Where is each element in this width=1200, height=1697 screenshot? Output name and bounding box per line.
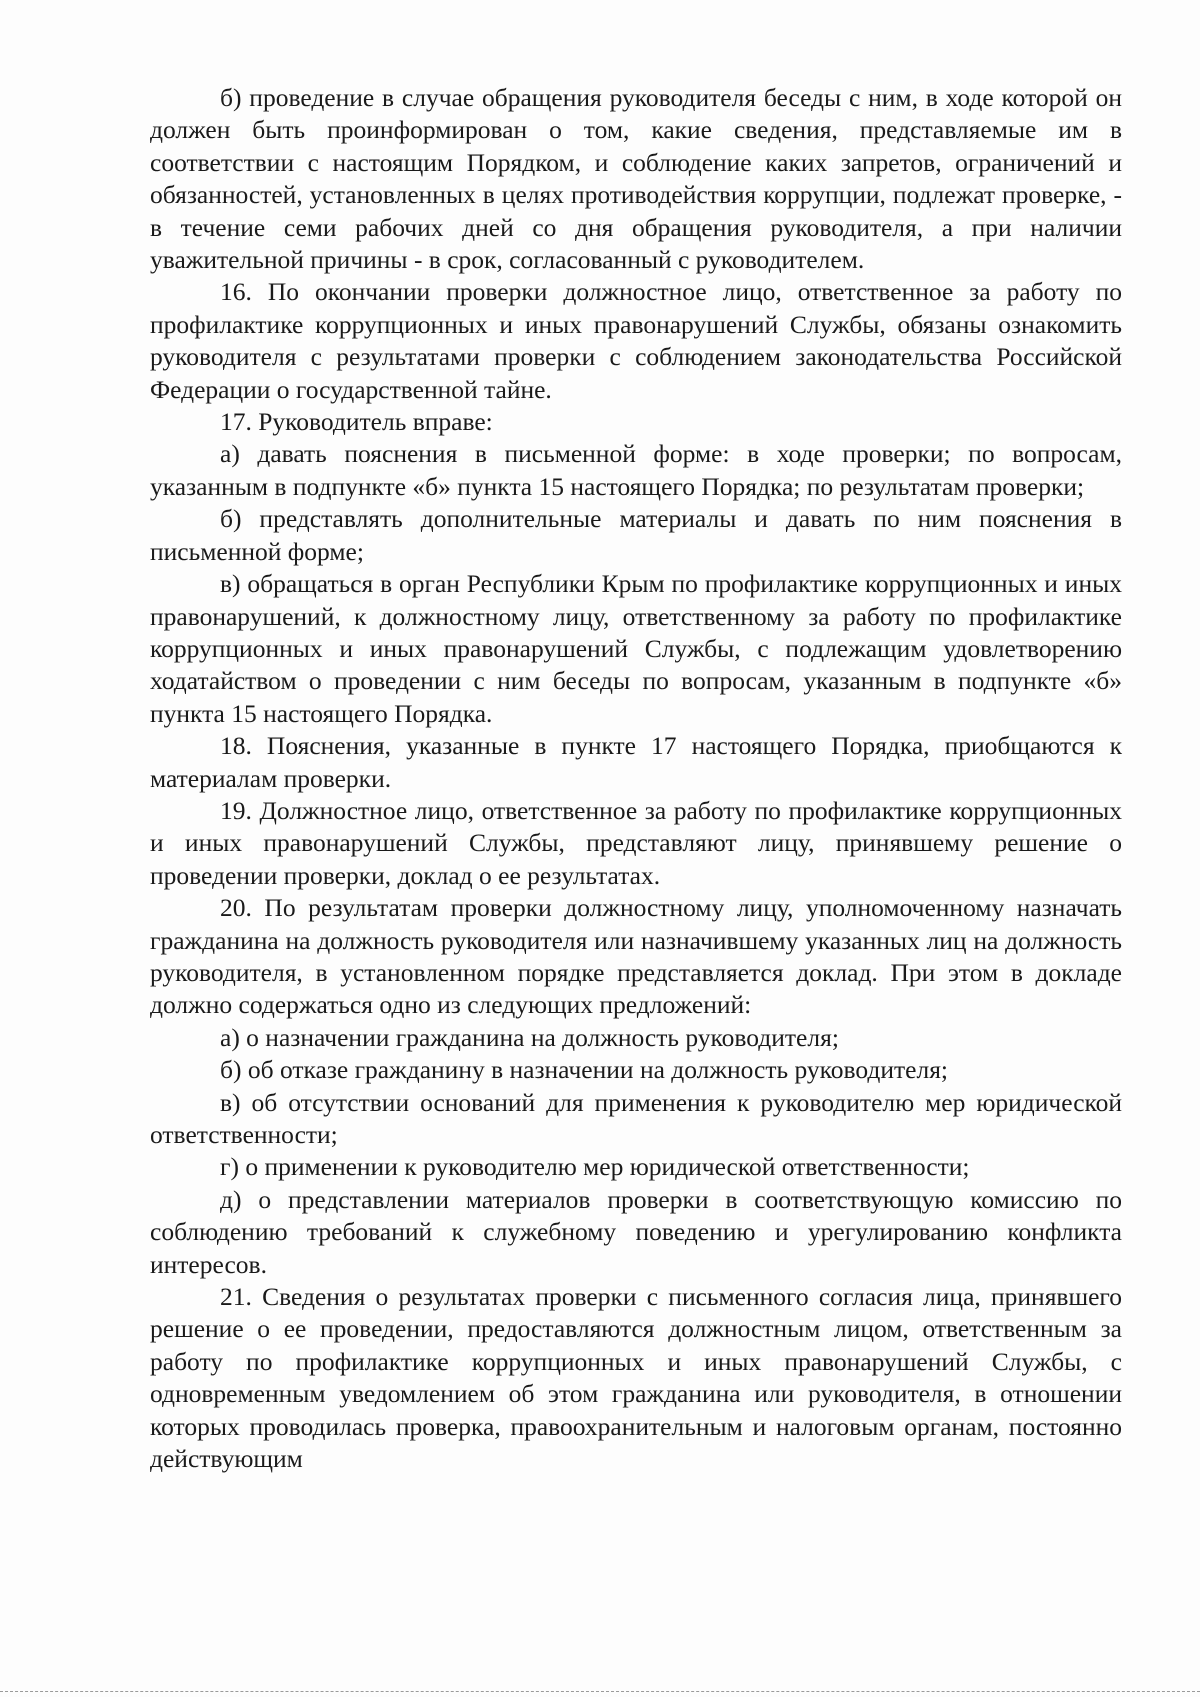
paragraph-18: 18. Пояснения, указанные в пункте 17 настоящего Порядка, приобщаются к материалам проверки. (150, 731, 1122, 793)
scan-edge-divider (0, 1691, 1200, 1692)
paragraph-16: 16. По окончании проверки должностное лицо, ответственное за работу по профилактике коррупционных и иных правонарушений Службы, обязаны ознакомить руководителя с результатами проверки с соблюдением законодательства Российской Федерации о государственной тайне. (150, 277, 1122, 404)
paragraph-21: 21. Сведения о результатах проверки с письменного согласия лица, принявшего решение о ее проведении, предоставляются должностным лицом, ответственным за работу по профилактике коррупционных и иных правонарушений Службы, с одновременным уведомлением об этом гражданина или руководителя, в отношении которых проводилась проверка, правоохранительным и налоговым органам, постоянно действующим (150, 1282, 1122, 1474)
paragraph-20a: а) о назначении гражданина на должность руководителя; (220, 1022, 839, 1052)
paragraph-20g: г) о применении к руководителю мер юридической ответственности; (220, 1152, 970, 1182)
paragraph-15b: б) проведение в случае обращения руководителя беседы с ним, в ходе которой он должен быть проинформирован о том, какие сведения, представляемые им в соответствии с настоящим Порядком, и соблюдение каких запретов, ограничений и обязанностей, установленных в целях противодействия коррупции, подлежат проверке, - в течение семи рабочих дней со дня обращения руководителя, а при наличии уважительной причины - в срок, согласованный с руководителем. (150, 83, 1122, 275)
paragraph-17b: б) представлять дополнительные материалы и давать по ним пояснения в письменной форме; (150, 504, 1122, 566)
paragraph-17v: в) обращаться в орган Республики Крым по профилактике коррупционных и иных правонарушений, к должностному лицу, ответственному за работу по профилактике коррупционных и иных правонарушений Службы, с подлежащим удовлетворению ходатайством о проведении с ним беседы по вопросам, указанным в подпункте «б» пункта 15 настоящего Порядка. (150, 569, 1122, 728)
paragraph-20: 20. По результатам проверки должностному лицу, уполномоченному назначать гражданина на должность руководителя или назначившему указанных лиц на должность руководителя, в установленном порядке представляется доклад. При этом в докладе должно содержаться одно из следующих предложений: (150, 893, 1122, 1020)
paragraph-17: 17. Руководитель вправе: (220, 407, 493, 437)
paragraph-19: 19. Должностное лицо, ответственное за работу по профилактике коррупционных и иных правонарушений Службы, представляют лицу, принявшему решение о проведении проверки, доклад о ее результатах. (150, 795, 1122, 890)
paragraph-20d: д) о представлении материалов проверки в соответствующую комиссию по соблюдению требований к служебному поведению и урегулированию конфликта интересов. (150, 1184, 1122, 1279)
paragraph-17a: а) давать пояснения в письменной форме: в ходе проверки; по вопросам, указанным в подпункте «б» пункта 15 настоящего Порядка; по результатам проверки; (150, 439, 1122, 501)
paragraph-20b: б) об отказе гражданину в назначении на должность руководителя; (220, 1055, 949, 1085)
paragraph-20v: в) об отсутствии оснований для применения к руководителю мер юридической ответственности; (150, 1087, 1122, 1149)
document-body (150, 82, 1122, 1475)
